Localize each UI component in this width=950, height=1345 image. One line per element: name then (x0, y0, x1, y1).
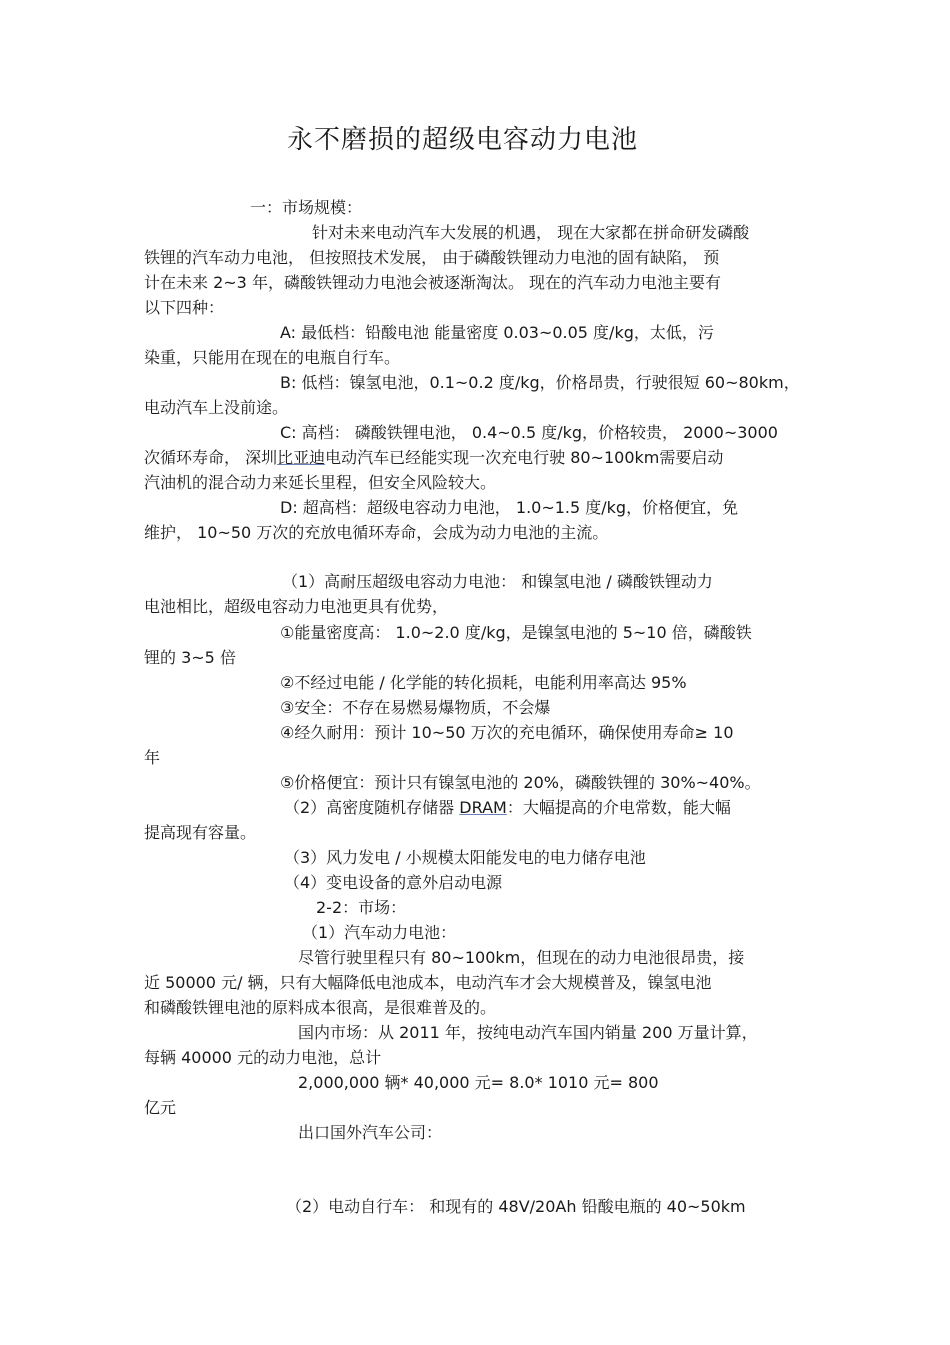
section-heading-market-scale: 一：市场规模： (250, 198, 363, 217)
paragraph-line: 提高现有容量。 (144, 823, 257, 842)
list-item-d: D: 超高档：超级电容动力电池， 1.0~1.5 度/kg，价格便宜，免 (280, 498, 739, 517)
paragraph-line: 染重，只能用在现在的电瓶自行车。 (144, 348, 401, 367)
byd-link[interactable]: 比亚迪 (277, 448, 326, 467)
paragraph-line: 国内市场：从 2011 年，按纯电动汽车国内销量 200 万量计算， (298, 1023, 758, 1042)
paragraph-line: 尽管行驶里程只有 80~100km，但现在的动力电池很昂贵，接 (298, 948, 745, 967)
dram-link[interactable]: DRAM (459, 798, 507, 817)
document-title: 永不磨损的超级电容动力电池 (286, 125, 638, 155)
list-item-b: B: 低档：镍氢电池，0.1~0.2 度/kg，价格昂贵，行驶很短 60~80km， (280, 373, 800, 392)
list-item: ④经久耐用：预计 10~50 万次的充电循环，确保使用寿命≥ 10 (280, 723, 734, 742)
list-item-a: A: 最低档：铅酸电池 能量密度 0.03~0.05 度/kg，太低，污 (280, 323, 714, 342)
subsection-heading: （1）高耐压超级电容动力电池： 和镍氢电池 / 磷酸铁锂动力 (282, 572, 713, 591)
subsection-heading: （2）电动自行车： 和现有的 48V/20Ah 铅酸电瓶的 40~50km (286, 1197, 746, 1216)
paragraph-line: 汽油机的混合动力来延长里程，但安全风险较大。 (144, 473, 497, 492)
paragraph-line: 出口国外汽车公司： (298, 1123, 443, 1142)
paragraph-line: 亿元 (144, 1098, 177, 1117)
paragraph-line: 铁锂的汽车动力电池， 但按照技术发展， 由于磷酸铁锂动力电池的固有缺陷， 预 (144, 248, 720, 267)
subsection-heading: （3）风力发电 / 小规模太阳能发电的电力储存电池 (284, 848, 646, 867)
list-item: ③安全：不存在易燃易爆物质，不会爆 (280, 698, 551, 717)
paragraph-line: 计在未来 2~3 年，磷酸铁锂动力电池会被逐渐淘汰。 现在的汽车动力电池主要有 (144, 273, 722, 292)
paragraph-line: 维护， 10~50 万次的充放电循环寿命，会成为动力电池的主流。 (144, 523, 609, 542)
paragraph-line: 电池相比，超级电容动力电池更具有优势， (144, 597, 449, 616)
paragraph-line: 近 50000 元/ 辆，只有大幅降低电池成本，电动汽车才会大规模普及，镍氢电池 (144, 973, 712, 992)
list-item: ②不经过电能 / 化学能的转化损耗，电能利用率高达 95% (280, 673, 687, 692)
paragraph-line: 针对未来电动汽车大发展的机遇， 现在大家都在拼命研发磷酸 (312, 223, 750, 242)
paragraph-line: 锂的 3~5 倍 (144, 648, 236, 667)
paragraph-line: 以下四种： (144, 298, 225, 317)
paragraph-line: 年 (144, 748, 161, 767)
text-run: 电动汽车已经能实现一次充电行驶 80~100km需要启动 (325, 448, 724, 467)
text-run: （2）高密度随机存储器 (284, 798, 460, 817)
paragraph-line: 电动汽车上没前途。 (144, 398, 289, 417)
calculation-line: 2,000,000 辆* 40,000 元= 8.0* 1010 元= 800 (298, 1073, 659, 1092)
subsection-heading (284, 796, 731, 820)
paragraph-line: 和磷酸铁锂电池的原料成本很高，是很难普及的。 (144, 998, 497, 1017)
section-heading-market: 2-2：市场： (316, 898, 407, 917)
subsection-heading: （4）变电设备的意外启动电源 (284, 873, 503, 892)
list-item-c: C: 高档： 磷酸铁锂电池， 0.4~0.5 度/kg，价格较贵， 2000~3000 (280, 423, 778, 442)
text-run: 次循环寿命， 深圳 (144, 448, 278, 467)
list-item: ①能量密度高： 1.0~2.0 度/kg，是镍氢电池的 5~10 倍，磷酸铁 (280, 623, 752, 642)
paragraph-line: 每辆 40000 元的动力电池，总计 (144, 1048, 382, 1067)
list-item: ⑤价格便宜：预计只有镍氢电池的 20%，磷酸铁锂的 30%~40%。 (280, 773, 761, 792)
text-run: ：大幅提高的介电常数，能大幅 (506, 798, 731, 817)
subsection-heading: （1）汽车动力电池： (302, 923, 457, 942)
paragraph-line (144, 446, 723, 470)
